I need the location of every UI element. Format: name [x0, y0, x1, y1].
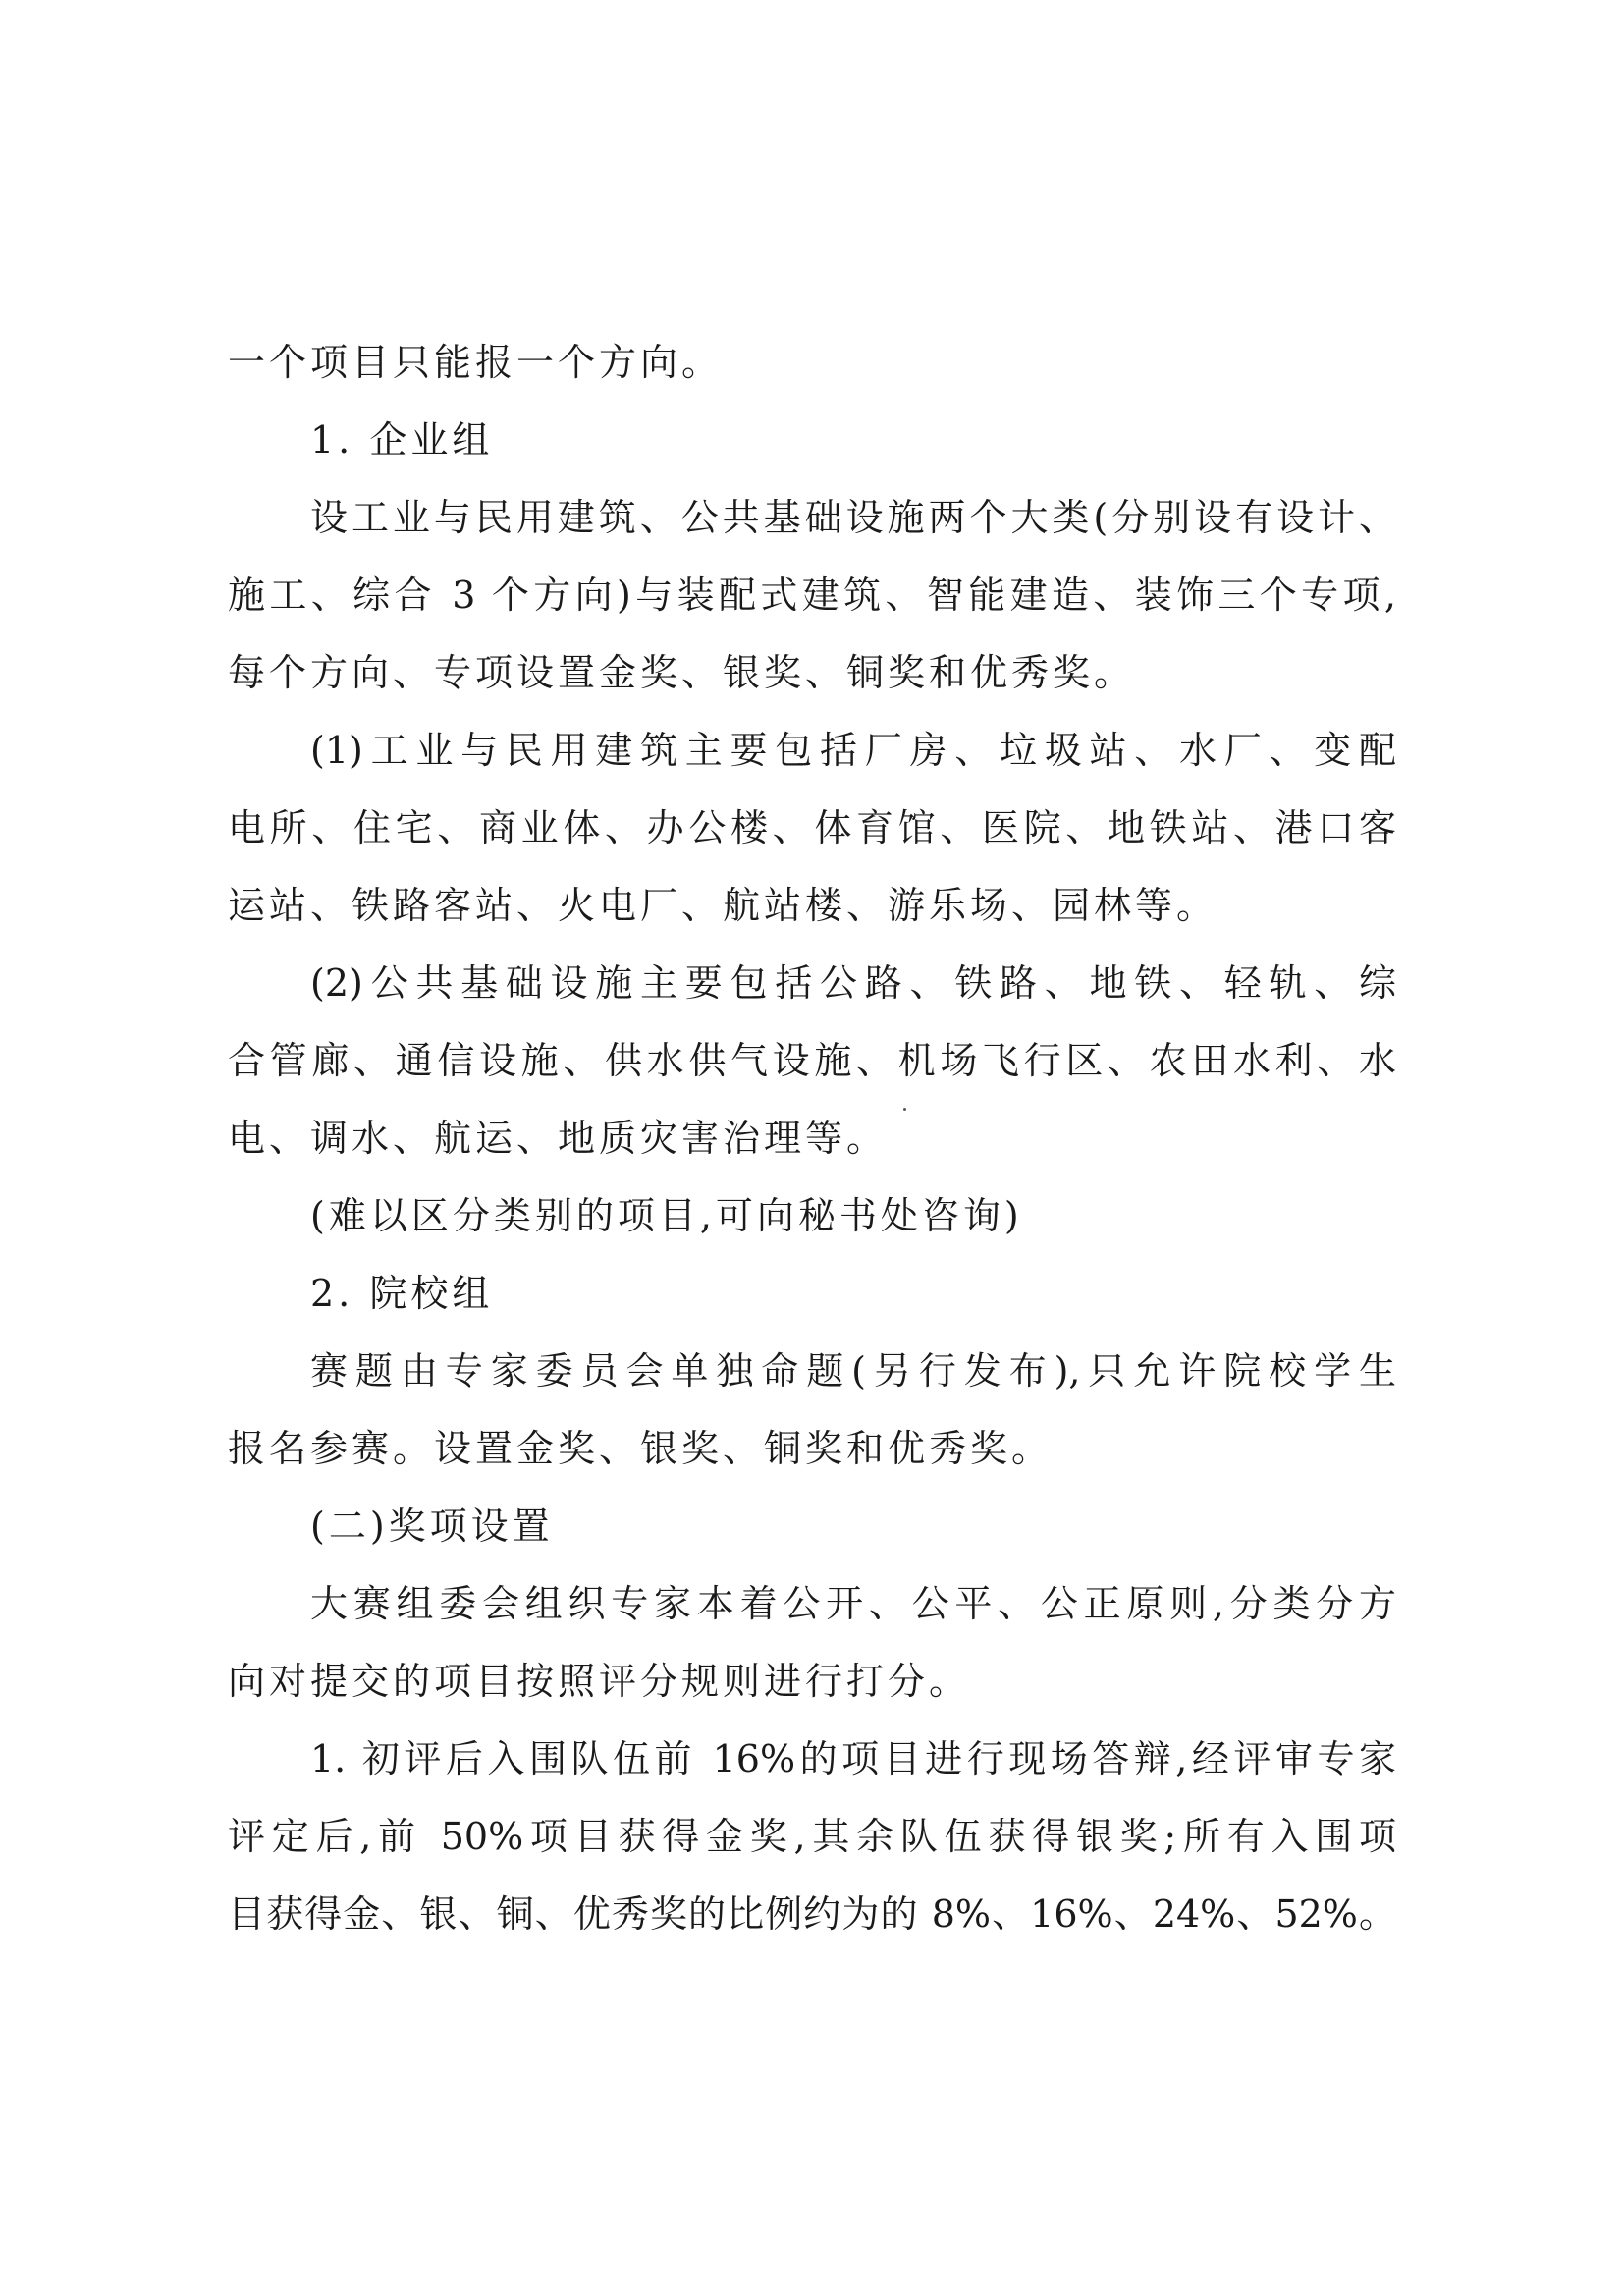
heading-college-group: 2. 院校组	[310, 1272, 494, 1315]
heading-award-settings: (二)奖项设置	[310, 1504, 554, 1548]
paragraph-line: 合管廊、通信设施、供水供气设施、机场飞行区、农田水利、水	[228, 1039, 1396, 1082]
paragraph-line: 报名参赛。设置金奖、银奖、铜奖和优秀奖。	[228, 1427, 1054, 1470]
paragraph-line: 每个方向、专项设置金奖、银奖、铜奖和优秀奖。	[228, 651, 1136, 694]
paragraph-line: 1. 初评后入围队伍前 16%的项目进行现场答辩,经评审专家	[310, 1737, 1396, 1780]
paragraph-line: 设工业与民用建筑、公共基础设施两个大类(分别设有设计、	[310, 496, 1396, 539]
paragraph-note: (难以区分类别的项目,可向秘书处咨询)	[310, 1194, 1023, 1237]
paragraph-line: 向对提交的项目按照评分规则进行打分。	[228, 1660, 971, 1703]
paragraph-line: 施工、综合 3 个方向)与装配式建筑、智能建造、装饰三个专项,	[228, 574, 1396, 617]
paragraph-line: 赛题由专家委员会单独命题(另行发布),只允许院校学生	[310, 1349, 1396, 1393]
paragraph-line: 电所、住宅、商业体、办公楼、体育馆、医院、地铁站、港口客	[228, 806, 1396, 849]
paragraph-line: 评定后,前 50%项目获得金奖,其余队伍获得银奖;所有入围项	[228, 1815, 1396, 1858]
paragraph-line: (1)工业与民用建筑主要包括厂房、垃圾站、水厂、变配	[310, 729, 1396, 772]
paragraph-line: 电、调水、航运、地质灾害治理等。	[228, 1117, 889, 1160]
paragraph-line: 运站、铁路客站、火电厂、航站楼、游乐场、园林等。	[228, 884, 1218, 927]
paragraph-line: 目获得金、银、铜、优秀奖的比例约为的 8%、16%、24%、52%。	[228, 1892, 1396, 1936]
scan-speck	[903, 1108, 906, 1111]
paragraph-line: (2)公共基础设施主要包括公路、铁路、地铁、轻轨、综	[310, 961, 1396, 1005]
paragraph-line: 大赛组委会组织专家本着公开、公平、公正原则,分类分方	[310, 1582, 1396, 1625]
paragraph-line-continuation: 一个项目只能报一个方向。	[228, 341, 724, 384]
document-body	[228, 324, 1396, 1953]
heading-enterprise-group: 1. 企业组	[310, 418, 494, 462]
